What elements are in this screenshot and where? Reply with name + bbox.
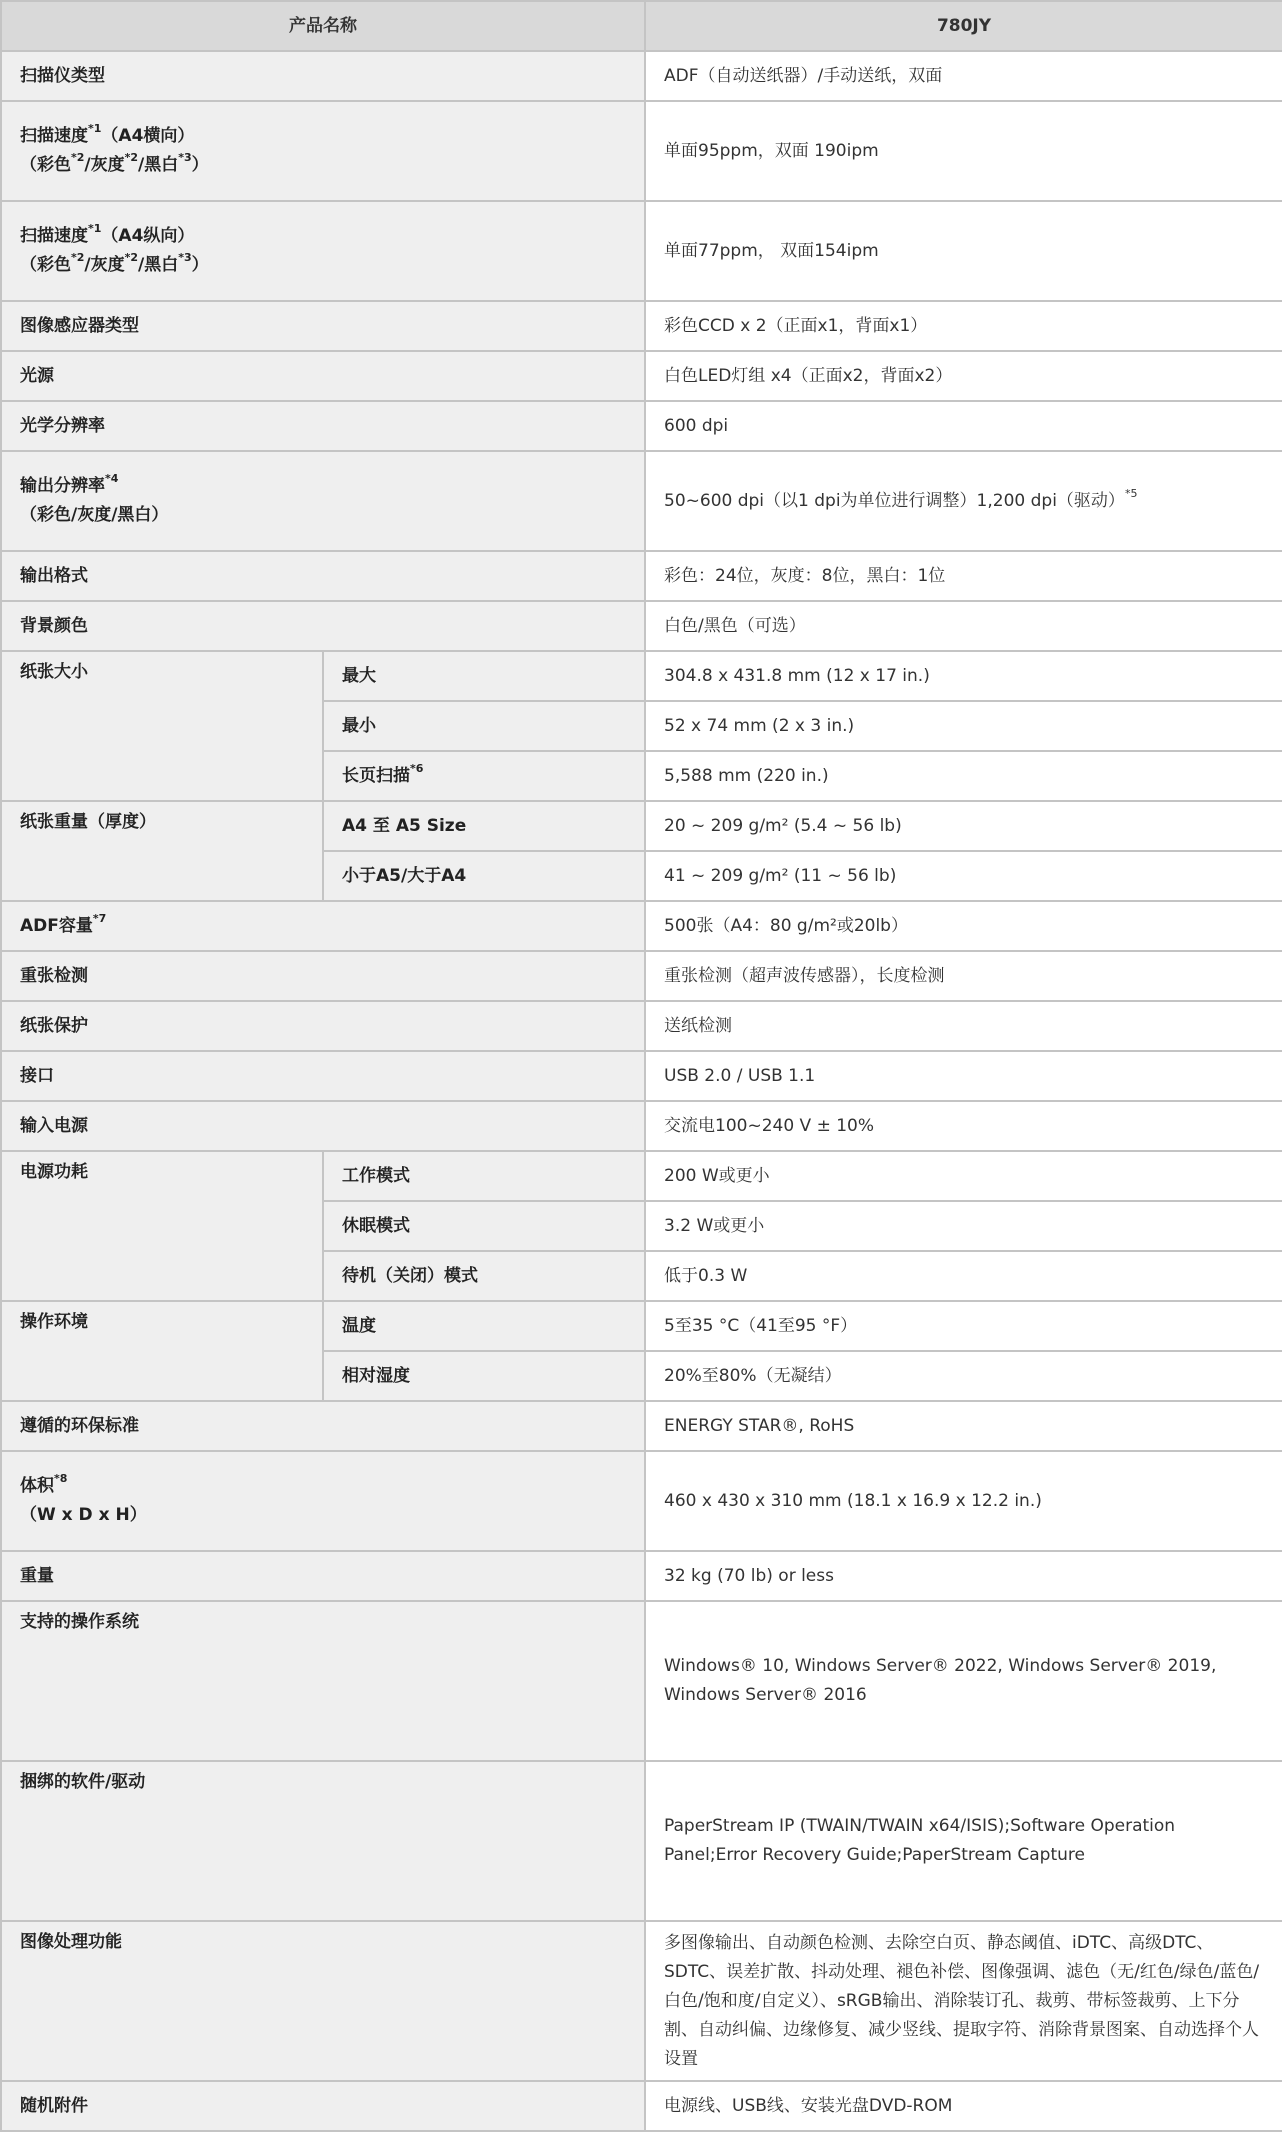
value-background: 白色/黑色（可选） xyxy=(645,601,1282,651)
label-dimensions: 体积$^{*8}$ （W x D x H） xyxy=(1,1451,645,1551)
value-software: PaperStream IP (TWAIN/TWAIN x64/ISIS);Software Operation Panel;Error Recovery Guide;PaperStream Capture xyxy=(645,1761,1282,1921)
value-protection: 送纸检测 xyxy=(645,1001,1282,1051)
value-output-format: 彩色：24位，灰度：8位，黑白：1位 xyxy=(645,551,1282,601)
value-accessories: 电源线、USB线、安装光盘DVD-ROM xyxy=(645,2081,1282,2131)
row-multifeed xyxy=(1,951,1282,1001)
value-paper-size-min: 52 x 74 mm (2 x 3 in.) xyxy=(645,701,1282,751)
row-power-input xyxy=(1,1101,1282,1151)
row-os xyxy=(1,1601,1282,1761)
table-header-row xyxy=(1,1,1282,51)
row-power-operating xyxy=(1,1151,1282,1201)
row-output-format xyxy=(1,551,1282,601)
value-paper-weight-a4a5: 20 ~ 209 g/m² (5.4 ~ 56 lb) xyxy=(645,801,1282,851)
sublabel-paper-size-max: 最大 xyxy=(323,651,645,701)
label-output-res: 输出分辨率$^{*4}$ （彩色/灰度/黑白） xyxy=(1,451,645,551)
value-speed-landscape: 单面95ppm，双面 190ipm xyxy=(645,101,1282,201)
row-dimensions xyxy=(1,1451,1282,1551)
sublabel-env-humidity: 相对湿度 xyxy=(323,1351,645,1401)
row-speed-portrait xyxy=(1,201,1282,301)
label-multifeed: 重张检测 xyxy=(1,951,645,1001)
label-protection: 纸张保护 xyxy=(1,1001,645,1051)
value-eco: ENERGY STAR®, RoHS xyxy=(645,1401,1282,1451)
row-output-res xyxy=(1,451,1282,551)
row-optical-res xyxy=(1,401,1282,451)
value-dimensions: 460 x 430 x 310 mm (18.1 x 16.9 x 12.2 in.) xyxy=(645,1451,1282,1551)
header-model: 780JY xyxy=(645,1,1282,51)
label-eco: 遵循的环保标准 xyxy=(1,1401,645,1451)
row-light xyxy=(1,351,1282,401)
label-background: 背景颜色 xyxy=(1,601,645,651)
row-accessories xyxy=(1,2081,1282,2131)
label-light: 光源 xyxy=(1,351,645,401)
value-scanner-type: ADF（自动送纸器）/手动送纸，双面 xyxy=(645,51,1282,101)
label-power-input: 输入电源 xyxy=(1,1101,645,1151)
value-env-humidity: 20%至80%（无凝结） xyxy=(645,1351,1282,1401)
label-output-format: 输出格式 xyxy=(1,551,645,601)
value-speed-portrait: 单面77ppm， 双面154ipm xyxy=(645,201,1282,301)
row-speed-landscape xyxy=(1,101,1282,201)
label-os: 支持的操作系统 xyxy=(1,1601,645,1761)
row-eco xyxy=(1,1401,1282,1451)
header-product-name: 产品名称 xyxy=(1,1,645,51)
value-power-input: 交流电100~240 V ± 10% xyxy=(645,1101,1282,1151)
row-sensor xyxy=(1,301,1282,351)
row-paper-weight-a4a5 xyxy=(1,801,1282,851)
value-weight: 32 kg (70 lb) or less xyxy=(645,1551,1282,1601)
row-background xyxy=(1,601,1282,651)
value-env-temperature: 5至35 °C（41至95 °F） xyxy=(645,1301,1282,1351)
row-image-processing xyxy=(1,1921,1282,2081)
label-power-consumption: 电源功耗 xyxy=(1,1151,323,1301)
value-paper-size-max: 304.8 x 431.8 mm (12 x 17 in.) xyxy=(645,651,1282,701)
label-paper-size: 纸张大小 xyxy=(1,651,323,801)
label-weight: 重量 xyxy=(1,1551,645,1601)
label-paper-weight: 纸张重量（厚度） xyxy=(1,801,323,901)
sublabel-paper-weight-a4a5: A4 至 A5 Size xyxy=(323,801,645,851)
value-output-res: 50~600 dpi（以1 dpi为单位进行调整）1,200 dpi（驱动）$^{*5}$ xyxy=(645,451,1282,551)
value-os: Windows® 10, Windows Server® 2022, Windows Server® 2019, Windows Server® 2016 xyxy=(645,1601,1282,1761)
row-protection xyxy=(1,1001,1282,1051)
row-weight xyxy=(1,1551,1282,1601)
value-sensor: 彩色CCD x 2（正面x1，背面x1） xyxy=(645,301,1282,351)
value-power-sleep: 3.2 W或更小 xyxy=(645,1201,1282,1251)
value-power-operating: 200 W或更小 xyxy=(645,1151,1282,1201)
value-paper-weight-other: 41 ~ 209 g/m² (11 ~ 56 lb) xyxy=(645,851,1282,901)
label-software: 捆绑的软件/驱动 xyxy=(1,1761,645,1921)
label-environment: 操作环境 xyxy=(1,1301,323,1401)
label-speed-portrait: 扫描速度$^{*1}$（A4纵向） （彩色$^{*2}$/灰度$^{*2}$/黑白$^{*3}$） xyxy=(1,201,645,301)
row-paper-size-max xyxy=(1,651,1282,701)
value-adf: 500张（A4：80 g/m²或20lb） xyxy=(645,901,1282,951)
sublabel-env-temperature: 温度 xyxy=(323,1301,645,1351)
value-image-processing: 多图像输出、自动颜色检测、去除空白页、静态阈值、iDTC、高级DTC、SDTC、误差扩散、抖动处理、褪色补偿、图像强调、滤色（无/红色/绿色/蓝色/白色/饱和度/自定义）、sRGB输出、消除装订孔、裁剪、带标签裁剪、上下分割、自动纠偏、边缘修复、减少竖线、提取字符、消除背景图案、自动选择个人设置 xyxy=(645,1921,1282,2081)
sublabel-paper-size-min: 最小 xyxy=(323,701,645,751)
value-interface: USB 2.0 / USB 1.1 xyxy=(645,1051,1282,1101)
label-speed-landscape: 扫描速度$^{*1}$（A4横向） （彩色$^{*2}$/灰度$^{*2}$/黑白$^{*3}$） xyxy=(1,101,645,201)
label-sensor: 图像感应器类型 xyxy=(1,301,645,351)
sublabel-power-sleep: 休眠模式 xyxy=(323,1201,645,1251)
sublabel-paper-size-long: 长页扫描$^{*6}$ xyxy=(323,751,645,801)
value-power-standby: 低于0.3 W xyxy=(645,1251,1282,1301)
value-optical-res: 600 dpi xyxy=(645,401,1282,451)
sublabel-paper-weight-other: 小于A5/大于A4 xyxy=(323,851,645,901)
row-interface xyxy=(1,1051,1282,1101)
value-light: 白色LED灯组 x4（正面x2，背面x2） xyxy=(645,351,1282,401)
value-paper-size-long: 5,588 mm (220 in.) xyxy=(645,751,1282,801)
row-software xyxy=(1,1761,1282,1921)
row-env-temperature xyxy=(1,1301,1282,1351)
value-multifeed: 重张检测（超声波传感器），长度检测 xyxy=(645,951,1282,1001)
sublabel-power-operating: 工作模式 xyxy=(323,1151,645,1201)
label-accessories: 随机附件 xyxy=(1,2081,645,2131)
row-adf xyxy=(1,901,1282,951)
row-scanner-type xyxy=(1,51,1282,101)
label-image-processing: 图像处理功能 xyxy=(1,1921,645,2081)
label-adf: ADF容量$^{*7}$ xyxy=(1,901,645,951)
label-optical-res: 光学分辨率 xyxy=(1,401,645,451)
label-interface: 接口 xyxy=(1,1051,645,1101)
sublabel-power-standby: 待机（关闭）模式 xyxy=(323,1251,645,1301)
label-scanner-type: 扫描仪类型 xyxy=(1,51,645,101)
